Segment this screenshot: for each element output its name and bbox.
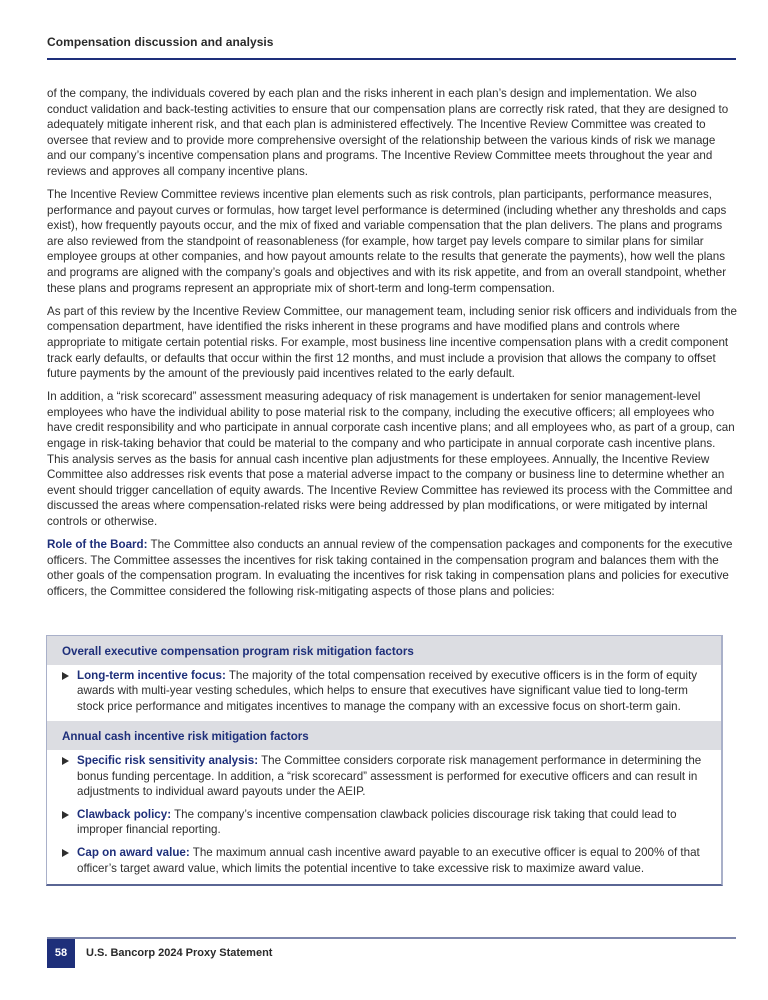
right-triangle-icon bbox=[62, 849, 69, 857]
right-triangle-icon bbox=[62, 757, 69, 765]
risk-mitigation-factors-box bbox=[46, 635, 723, 886]
item-lead: Cap on award value: bbox=[77, 845, 190, 859]
role-of-board-text: The Committee also conducts an annual review of the compensation packages and components for the executive officers. The Committee assesses the incentives for risk taking contained in the compensation program and balances them with the other goals of the compensation program. In evaluating the incentives for risk taking in compensation plans and policies for executive officers, the Committee considered the following risk-mitigating aspects of those plans and policies: bbox=[47, 538, 733, 598]
main-content bbox=[47, 86, 737, 607]
page-footer bbox=[47, 937, 736, 968]
section-title: Compensation discussion and analysis bbox=[47, 35, 274, 49]
paragraph-role-of-board bbox=[47, 537, 737, 599]
list-item bbox=[62, 753, 707, 800]
role-of-board-label: Role of the Board: bbox=[47, 538, 148, 552]
footer-row bbox=[47, 939, 736, 968]
overall-factors-list bbox=[47, 665, 721, 722]
page-number-badge: 58 bbox=[47, 939, 75, 968]
item-text: The Committee considers corporate risk management performance in determining the bonus funding percentage. In addition, a “risk scorecard” assessment is performed for executive officers and can result in adjustments to individual award payouts under the AEIP. bbox=[77, 753, 702, 799]
section-heading-annual-cash: Annual cash incentive risk mitigation factors bbox=[47, 721, 721, 750]
list-item bbox=[62, 845, 707, 876]
item-text: The majority of the total compensation received by executive officers is in the form of equity awards with multi-year vesting schedules, which helps to ensure that executives have significant value tied to long-term stock price performance and mitigates incentives to manage the company with an excessive focus on short-term gain. bbox=[77, 668, 698, 713]
item-lead: Clawback policy: bbox=[77, 807, 172, 821]
item-lead: Long-term incentive focus: bbox=[77, 668, 226, 682]
right-triangle-icon bbox=[62, 811, 69, 819]
list-item bbox=[62, 807, 707, 838]
annual-cash-factors-list bbox=[47, 750, 721, 884]
paragraph-review-intro: of the company, the individuals covered by each plan and the risks inherent in each plan’s design and implementation. We also conduct validation and back-testing activities to ensure that our compensation plans are correctly risk rated, that they are designed to adequately mitigate inherent risk, and that each plan is administered effectively. The Incentive Review Committee was created to oversee that review and to provide more comprehensive oversight of the relationship between the various kinds of risk we manage and our company’s incentive compensation plans and programs. The Incentive Review Committee meets throughout the year and reviews and approves all company incentive plans. bbox=[47, 87, 729, 178]
paragraph-risk-scorecard: In addition, a “risk scorecard” assessment measuring adequacy of risk management is undertaken for senior management-level employees who have the individual ability to pose material risk to the company, including the executive officers; all employees who have credit responsibility and who participate in annual corporate cash incentive plans; and all employees who, as part of a group, can engage in risk-taking behavior that could be material to the company and who participate in annual corporate cash incentive plans. This analysis serves as the basis for annual cash incentive plan adjustments for these employees. Annually, the Incentive Review Committee also addresses risk events that pose a material adverse impact to the company or business line to determine whether an event should trigger cancellation of equity awards. The Incentive Review Committee has reviewed its process with the Committee and discussed the areas where compensation-related risks were being addressed by plan modifications, or were mitigated by internal controls or otherwise. bbox=[47, 390, 735, 528]
item-text: The maximum annual cash incentive award payable to an executive officer is equal to 200% of that officer’s target award value, which limits the potential incentive to take excessive risk to maximize award value. bbox=[77, 845, 700, 875]
list-item bbox=[62, 668, 707, 715]
right-triangle-icon bbox=[62, 672, 69, 680]
paragraph-plan-elements: The Incentive Review Committee reviews incentive plan elements such as risk controls, plan participants, performance measures, performance and payout curves or formulas, how target level performance is determined (including whether any thresholds and caps exist), how frequently payouts occur, and the mix of fixed and variable compensation that the plan delivers. The plans and programs are also reviewed from the standpoint of reasonableness (for example, how target pay levels compare to similar plans for similar employee groups at other companies, and how payout amounts relate to the results that generate the payments), how well the plans and programs are aligned with the company’s goals and objectives and with its risk appetite, and from an overall standpoint, whether these plans and programs represent an appropriate mix of short-term and long-term compensation. bbox=[47, 188, 727, 295]
header-divider bbox=[47, 58, 736, 60]
page-header bbox=[47, 34, 736, 60]
section-heading-overall: Overall executive compensation program risk mitigation factors bbox=[47, 636, 721, 665]
item-text: The company’s incentive compensation clawback policies discourage risk taking that could lead to improper financial reporting. bbox=[77, 807, 677, 837]
paragraph-management-review: As part of this review by the Incentive Review Committee, our management team, including senior risk officers and individuals from the compensation department, have identified the risks inherent in these programs and have modified plans and controls where appropriate to mitigate certain potential risks. For example, most business line incentive compensation plans with a credit component track early defaults, or defaults that occur within the first 12 months, and must include a provision that allows the company to offset future payments by the amount of the previously paid incentives related to the early default. bbox=[47, 304, 737, 381]
publication-title: U.S. Bancorp 2024 Proxy Statement bbox=[86, 947, 273, 959]
item-lead: Specific risk sensitivity analysis: bbox=[77, 753, 259, 767]
